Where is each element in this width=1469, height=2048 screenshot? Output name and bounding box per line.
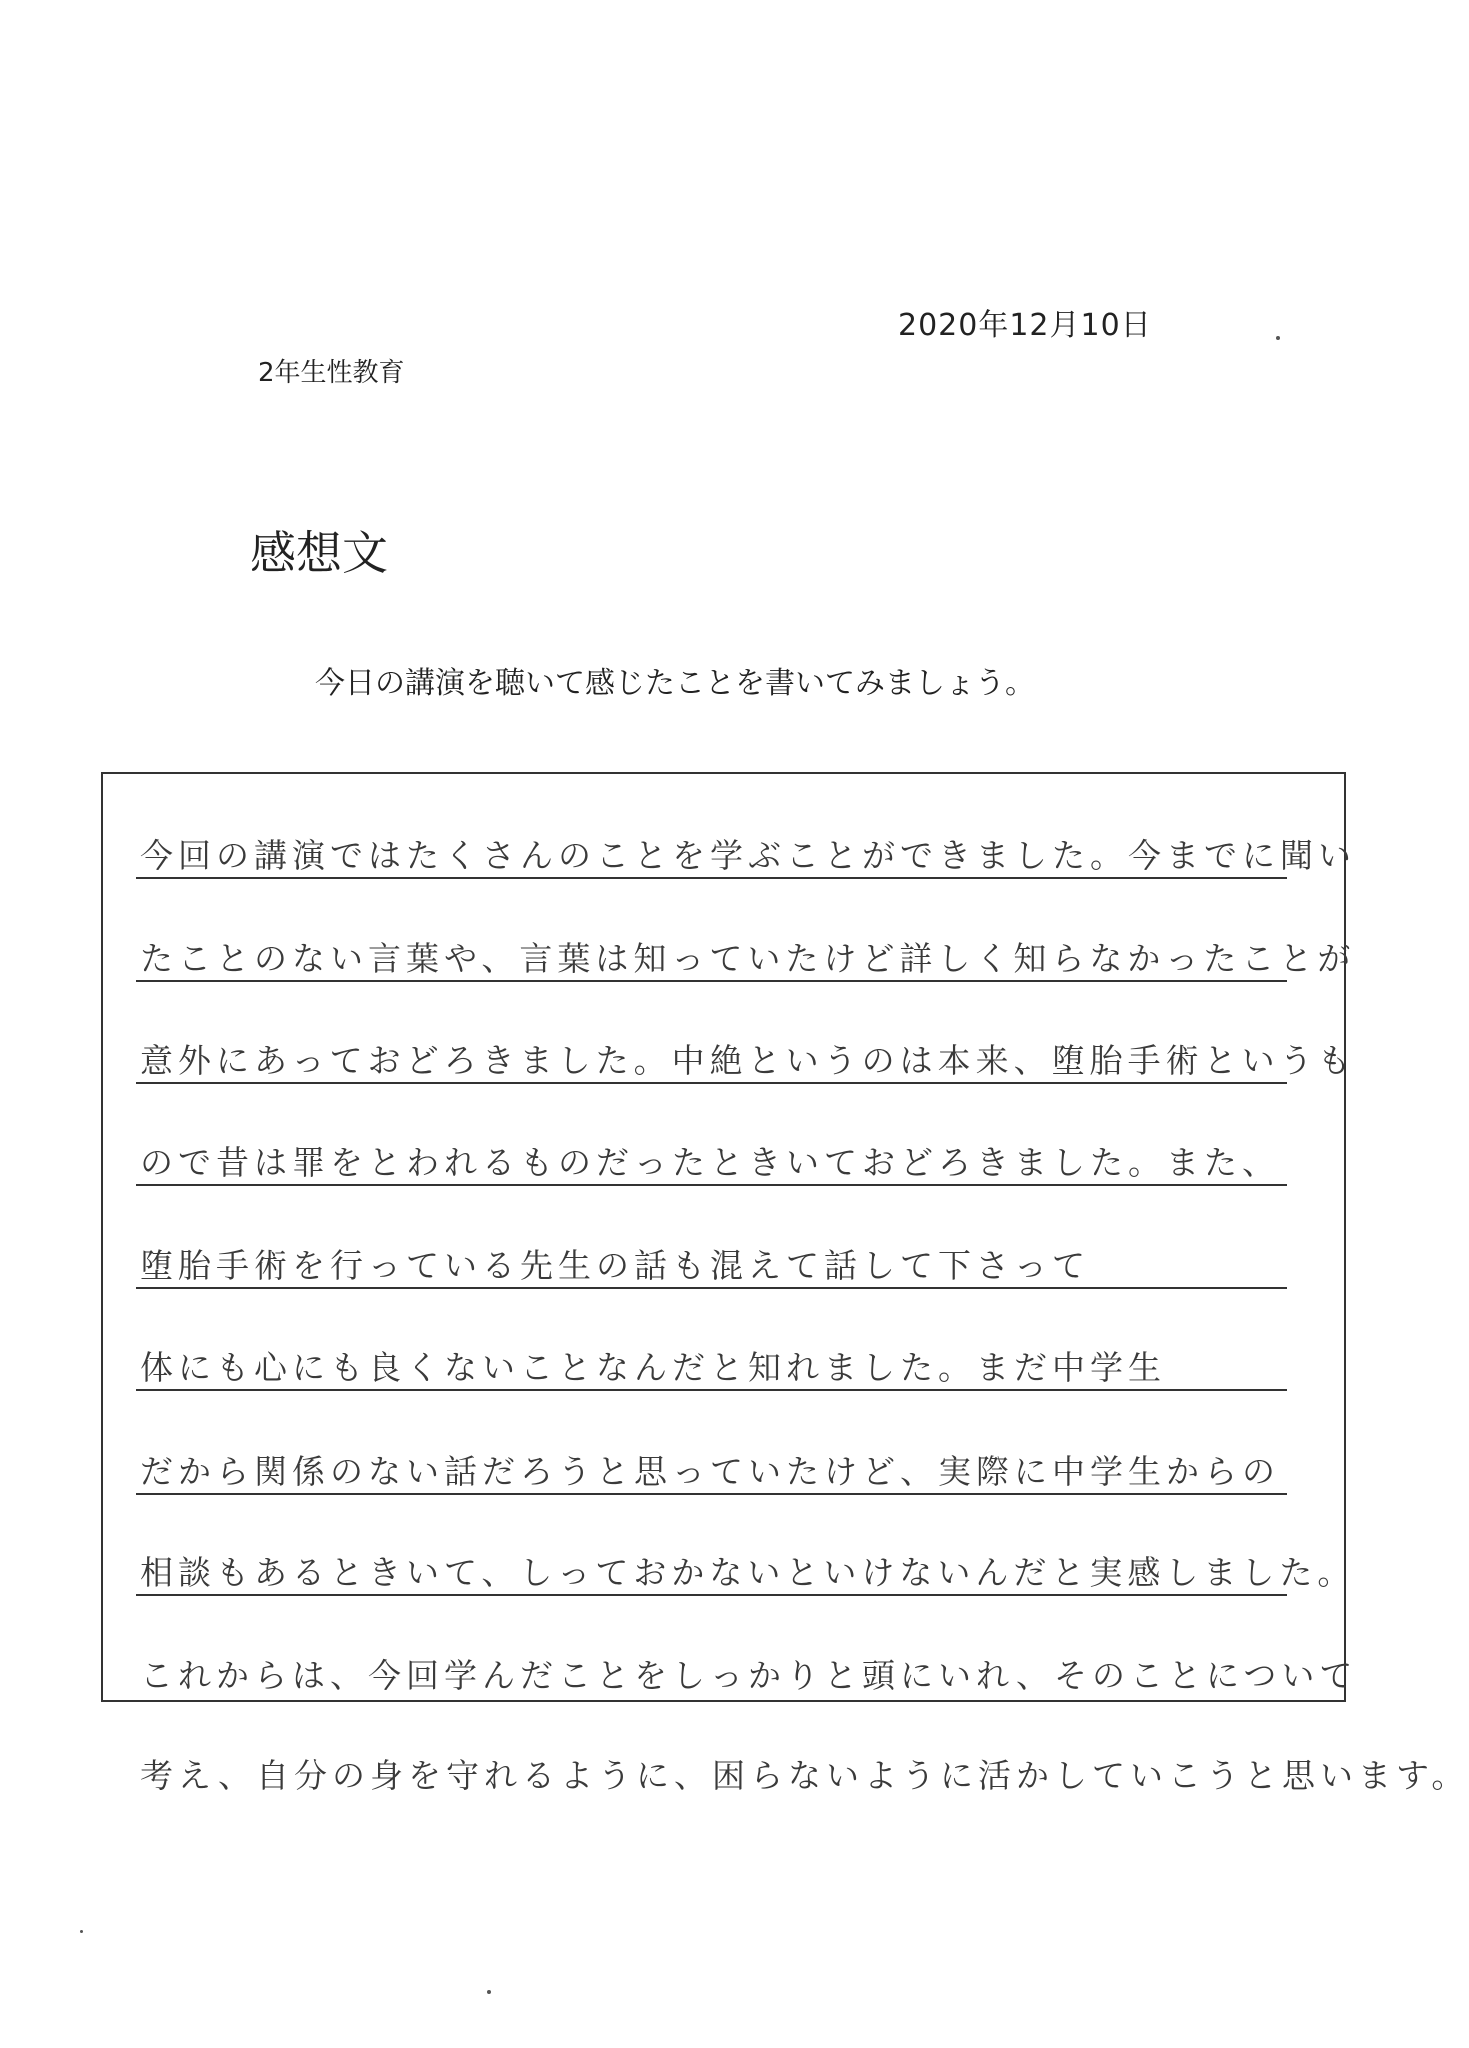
scan-speck (80, 1930, 83, 1933)
instruction-text: 今日の講演を聴いて感じたことを書いてみましょう。 (315, 666, 1035, 701)
scan-speck (1276, 336, 1280, 340)
essay-line: 考え、自分の身を守れるように、困らないように活かしていこうと思います。 (140, 1756, 1469, 1795)
essay-line: ので昔は罪をとわれるものだったときいておどろきました。また、 (140, 1143, 1280, 1182)
essay-line: 今回の講演ではたくさんのことを学ぶことができました。今までに聞い (140, 836, 1356, 875)
scan-speck (487, 1990, 491, 1994)
essay-line: 体にも心にも良くないことなんだと知れました。まだ中学生 (140, 1348, 1166, 1387)
ruled-line (136, 1287, 1287, 1289)
ruled-line (136, 1082, 1287, 1084)
ruled-line (136, 1184, 1287, 1186)
essay-line: 意外にあっておどろきました。中絶というのは本来、堕胎手術というも (140, 1041, 1356, 1080)
essay-line: これからは、今回学んだことをしっかりと頭にいれ、そのことについて (140, 1656, 1358, 1695)
date: 2020年12月10日 (898, 308, 1152, 343)
ruled-line (136, 877, 1287, 879)
essay-line: 相談もあるときいて、しっておかないといけないんだと実感しました。 (140, 1553, 1356, 1592)
ruled-line (136, 980, 1287, 982)
document-title: 感想文 (250, 526, 388, 580)
ruled-line (136, 1389, 1287, 1391)
ruled-line (136, 1493, 1287, 1495)
class-label: 2年生性教育 (258, 358, 405, 388)
essay-line: 堕胎手術を行っている先生の話も混えて話して下さって (140, 1246, 1090, 1285)
essay-line: だから関係のない話だろうと思っていたけど、実際に中学生からの (140, 1452, 1280, 1491)
essay-line: たことのない言葉や、言葉は知っていたけど詳しく知らなかったことが (140, 939, 1356, 978)
ruled-line (136, 1594, 1287, 1596)
